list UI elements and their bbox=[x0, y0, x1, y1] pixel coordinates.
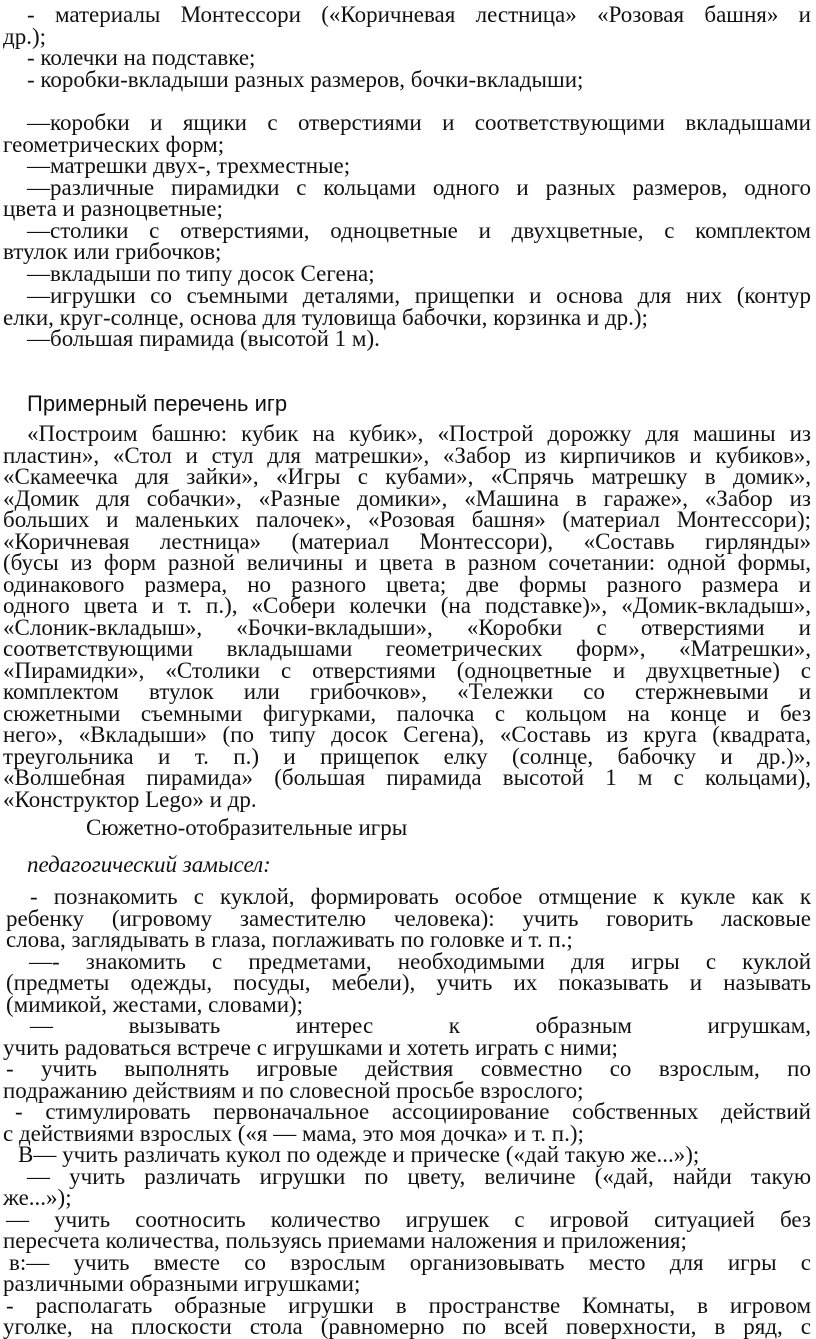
goal-line: пересчета количества, пользуясь приемами наложения и приложения; bbox=[3, 1228, 687, 1253]
intro-line: др.); bbox=[3, 24, 47, 49]
games-line: (бусы из форм разной величины и цвета в разном сочетании: одной формы, bbox=[3, 550, 811, 575]
games-line: одинакового размера, но разного цвета; две формы разного размера и bbox=[3, 572, 811, 597]
goal-line: - познакомить с куклой, формировать особое отмщение к кукле как к bbox=[30, 884, 811, 909]
intro-line: —матрешки двух-, трехместные; bbox=[27, 153, 351, 178]
goal-line: В— учить различать кукол по одежде и прическе («дай такую же...»); bbox=[18, 1142, 700, 1167]
goal-line: уголке, на плоскости стола (равномерно по всей поверхности, в ряд, с bbox=[3, 1314, 811, 1339]
goal-line: в:— учить вместе со взрослым организовывать место для игры с bbox=[9, 1250, 811, 1275]
intro-line: цвета и разноцветные; bbox=[3, 196, 223, 221]
intro-line: елки, круг-солнце, основа для туловища бабочки, корзинка и др.); bbox=[3, 305, 648, 330]
goal-line: - располагать образные игрушки в пространстве Комнаты, в игровом bbox=[6, 1293, 811, 1318]
goal-line: — учить различать игрушки по цвету, величине («дай, найди такую bbox=[27, 1164, 811, 1189]
goal-line: с действиями взрослых («я — мама, это моя дочка» и т. п.); bbox=[3, 1121, 584, 1146]
goal-line: - учить выполнять игровые действия совместно со взрослым, по bbox=[6, 1056, 811, 1081]
intro-line: —игрушки со съемными деталями, прищепки и основа для них (контур bbox=[27, 283, 811, 308]
goal-line: учить радоваться встрече с игрушками и хотеть играть с ними; bbox=[3, 1035, 618, 1060]
goal-line: подражанию действиям и по словесной просьбе взрослого; bbox=[3, 1078, 584, 1103]
games-line: пластин», «Стол и стул для матрешки», «Забор из кирпичиков и кубиков», bbox=[3, 443, 811, 468]
games-heading: Примерный перечень игр bbox=[27, 391, 288, 416]
goal-line: слова, заглядывать в глаза, поглаживать по головке и т. п.; bbox=[6, 927, 573, 952]
intro-line: геометрических форм; bbox=[3, 132, 225, 157]
goal-line: (мимикой, жестами, словами); bbox=[6, 992, 304, 1017]
intro-line: - колечки на подставке; bbox=[27, 45, 256, 70]
games-line: «Скамеечка для зайки», «Игры с кубами», «Спрячь матрешку в домик», bbox=[3, 464, 811, 489]
goal-line: — учить соотносить количество игрушек с игровой ситуацией без bbox=[6, 1207, 811, 1232]
intro-line: —коробки и ящики с отверстиями и соответствующими вкладышами bbox=[27, 110, 811, 135]
pedagogical-label: педагогический замысел: bbox=[27, 852, 271, 877]
games-line: «Коричневая лестница» (материал Монтессори), «Составь гирлянды» bbox=[3, 529, 811, 554]
games-line: «Домик для собачки», «Разные домики», «Машина в гараже», «Забор из bbox=[3, 486, 811, 511]
games-line: «Построим башню: кубик на кубик», «Построй дорожку для машины из bbox=[27, 421, 811, 446]
intro-line: —различные пирамидки с кольцами одного и разных размеров, одного bbox=[27, 175, 811, 200]
games-line: одного цвета и т. п.), «Собери колечки (на подставке)», «Домик-вкладыш», bbox=[3, 593, 811, 618]
goal-line: различными образными игрушками; bbox=[3, 1271, 361, 1296]
games-line: сюжетными съемными фигурками, палочка с кольцом на конце и без bbox=[3, 701, 811, 726]
games-line: соответствующими вкладышами геометрических форм», «Матрешки», bbox=[3, 636, 811, 661]
games-line: треугольника и т. п.) и прищепок елку (солнце, бабочку и др.)», bbox=[3, 744, 811, 769]
goal-line: —- знакомить с предметами, необходимыми для игры с куклой bbox=[29, 949, 811, 974]
intro-line: втулок или грибочков; bbox=[3, 239, 222, 264]
goal-line: - стимулировать первоначальное ассоциирование собственных действий bbox=[15, 1099, 811, 1124]
games-line: «Пирамидки», «Столики с отверстиями (одноцветные и двухцветные) с bbox=[3, 658, 811, 683]
games-line: «Конструктор Lego» и др. bbox=[3, 787, 257, 812]
games-line: больших и маленьких палочек», «Розовая башня» (материал Монтессори); bbox=[3, 507, 811, 532]
goal-line: же...»); bbox=[3, 1185, 72, 1210]
section-heading: Сюжетно-отобразительные игры bbox=[86, 815, 408, 840]
intro-line: —большая пирамида (высотой 1 м). bbox=[27, 326, 380, 351]
goal-line: (предметы одежды, посуды, мебели), учить их показывать и называть bbox=[6, 970, 811, 995]
goal-line: ребенку (игровому заместителю человека): учить говорить ласковые bbox=[6, 906, 811, 931]
intro-line: - материалы Монтессори («Коричневая лестница» «Розовая башня» и bbox=[27, 2, 811, 27]
games-line: него», «Вкладыши» (по типу досок Сегена), «Составь из круга (квадрата, bbox=[3, 722, 811, 747]
goal-line: — вызывать интерес к образным игрушкам, bbox=[30, 1013, 811, 1038]
games-line: «Волшебная пирамида» (большая пирамида высотой 1 м с кольцами), bbox=[3, 765, 811, 790]
games-line: комплектом втулок или грибочков», «Тележки со стержневыми и bbox=[3, 679, 811, 704]
intro-line: —вкладыши по типу досок Сегена; bbox=[27, 261, 375, 286]
games-line: «Слоник-вкладыш», «Бочки-вкладыши», «Коробки с отверстиями и bbox=[3, 615, 811, 640]
intro-line: —столики с отверстиями, одноцветные и двухцветные, с комплектом bbox=[27, 218, 811, 243]
intro-line: - коробки-вкладыши разных размеров, бочки-вкладыши; bbox=[27, 67, 584, 92]
